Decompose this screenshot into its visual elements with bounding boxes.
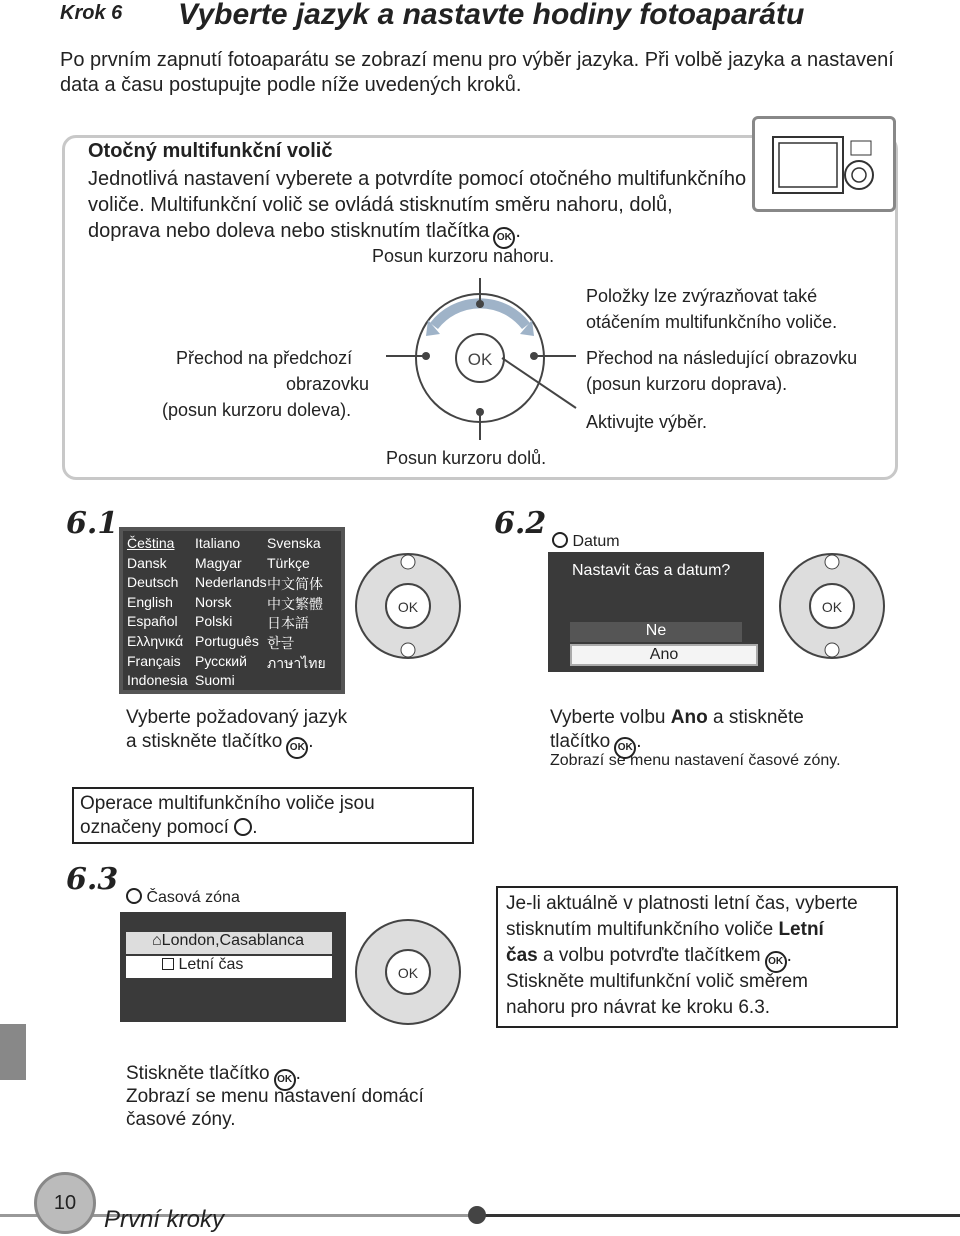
clock-icon	[126, 888, 142, 904]
step-6-3-caption-3: časové zóny.	[126, 1109, 236, 1130]
language-option[interactable]: Deutsch	[127, 574, 179, 591]
language-option[interactable]: 中文繁體	[267, 595, 323, 612]
language-option[interactable]: Português	[195, 633, 259, 649]
step-6-1-caption-2: a stiskněte tlačítko OK .	[126, 730, 314, 759]
note-line-1: Operace multifunkčního voliče jsou	[80, 793, 375, 814]
step-6-1-caption-1: Vyberte požadovaný jazyk	[126, 707, 348, 728]
step-6-2-caption-2: tlačítko OK .	[550, 730, 641, 759]
tz-screen-title: Časová zóna	[146, 889, 240, 906]
dst-text-4: Stiskněte multifunkční volič směrem	[506, 971, 808, 992]
ok-button-icon: OK	[286, 737, 308, 759]
step-6-2-caption-1: Vyberte volbu Ano a stiskněte	[550, 707, 804, 728]
label-rotate-1: Položky lze zvýrazňovat také	[586, 286, 818, 306]
svg-text:OK: OK	[821, 599, 843, 615]
dst-row[interactable]: Letní čas	[126, 956, 332, 978]
language-option[interactable]: Français	[127, 652, 181, 669]
ok-button-icon: OK	[765, 951, 787, 973]
label-left-1: Přechod na předchozí	[176, 348, 353, 368]
language-option[interactable]: 日本語	[267, 615, 309, 632]
clock-icon	[552, 532, 568, 548]
language-option[interactable]: Italiano	[195, 535, 241, 551]
page-title: Vyberte jazyk a nastavte hodiny fotoaparátu	[178, 0, 805, 31]
date-menu-screen	[548, 530, 764, 672]
language-option[interactable]: Русский	[195, 652, 247, 669]
language-option[interactable]: Dansk	[127, 554, 167, 571]
dst-text-5: nahoru pro návrat ke kroku 6.3.	[506, 997, 771, 1018]
step-6-3-caption-2: Zobrazí se menu nastavení domácí	[126, 1086, 424, 1107]
language-option[interactable]: Nederlands	[195, 574, 267, 591]
date-question: Nastavit čas a datum?	[572, 562, 731, 579]
svg-text:OK: OK	[397, 599, 419, 615]
label-left-3: (posun kurzoru doleva).	[162, 400, 352, 420]
language-option[interactable]: Indonesia	[127, 672, 188, 689]
chapter-tab	[0, 1024, 26, 1080]
footer-dot-icon	[468, 1206, 486, 1224]
language-option[interactable]: Norsk	[195, 593, 232, 610]
date-screen-title: Datum	[572, 533, 620, 550]
option-no[interactable]: Ne	[570, 622, 742, 642]
dst-text-2: stisknutím multifunkčního voliče Letní	[506, 919, 824, 940]
selector-description: Jednotlivá nastavení vyberete a potvrdíte pomocí otočného multifunkčního voliče. Multifunkční volič se ovládá stisknutím směru nahoru, dolů, doprava nebo doleva nebo stisknutím tlačítka OK .	[88, 166, 748, 249]
dial-6-2	[778, 542, 886, 670]
svg-text:OK: OK	[397, 965, 419, 981]
note-line-2: označeny pomocí .	[80, 817, 258, 838]
camera-back-icon	[752, 116, 896, 212]
language-option[interactable]: ภาษาไทย	[267, 654, 326, 671]
ok-button-icon: OK	[274, 1069, 296, 1091]
language-option[interactable]: Čeština	[127, 535, 175, 551]
language-option[interactable]: Polski	[195, 613, 233, 630]
option-yes[interactable]: Ano	[570, 644, 758, 666]
multi-selector-diagram	[376, 268, 586, 448]
label-right-1: Přechod na následující obrazovku	[586, 348, 858, 368]
language-option[interactable]: Svenska	[267, 535, 321, 551]
label-ok: Aktivujte výběr.	[586, 412, 708, 432]
dial-ok-label: OK	[467, 350, 493, 369]
language-option[interactable]: Suomi	[195, 672, 235, 689]
language-option[interactable]: Español	[127, 613, 178, 630]
language-option[interactable]: Ελληνικά	[127, 633, 184, 649]
dial-6-3	[354, 908, 462, 1036]
step-6-3-caption-1: Stiskněte tlačítko OK .	[126, 1062, 301, 1091]
selector-title: Otočný multifunkční volič	[88, 140, 333, 162]
label-up: Posun kurzoru nahoru.	[372, 246, 555, 266]
home-zone-row[interactable]: ⌂London,Casablanca	[126, 932, 332, 954]
language-option[interactable]: Türkçe	[267, 554, 310, 571]
language-menu-screen	[119, 527, 345, 694]
circle-icon	[234, 818, 252, 836]
dial-6-1	[354, 542, 462, 670]
dst-text-1: Je-li aktuálně v platnosti letní čas, vyberte	[506, 893, 858, 914]
step-6-2-number: 6.2	[494, 506, 547, 541]
language-option[interactable]: English	[127, 593, 173, 610]
ok-button-icon: OK	[493, 227, 515, 249]
step-label: Krok 6	[60, 2, 123, 24]
label-rotate-2: otáčením multifunkčního voliče.	[586, 312, 838, 332]
label-down: Posun kurzoru dolů.	[386, 448, 547, 468]
section-title: První kroky	[104, 1206, 225, 1233]
timezone-menu-screen	[120, 880, 346, 1022]
intro-text: Po prvním zapnutí fotoaparátu se zobrazí menu pro výběr jazyka. Při volbě jazyka a nastavení data a času postupujte podle níže uvedených kroků.	[60, 49, 894, 96]
home-icon: ⌂	[152, 932, 162, 949]
language-option[interactable]: 한글	[267, 635, 295, 651]
language-option[interactable]: Magyar	[195, 554, 242, 571]
label-left-2: obrazovku	[286, 374, 370, 394]
language-option[interactable]: 中文简体	[267, 576, 323, 593]
step-6-3-number: 6.3	[66, 862, 119, 897]
step-6-2-caption-small: Zobrazí se menu nastavení časové zóny.	[550, 752, 841, 769]
dst-text-3: čas a volbu potvrďte tlačítkem OK .	[506, 944, 792, 973]
checkbox-icon	[162, 958, 174, 970]
page-number: 10	[34, 1172, 96, 1234]
label-right-2: (posun kurzoru doprava).	[586, 374, 788, 394]
ok-button-icon: OK	[614, 737, 636, 759]
step-6-1-number: 6.1	[66, 506, 119, 541]
